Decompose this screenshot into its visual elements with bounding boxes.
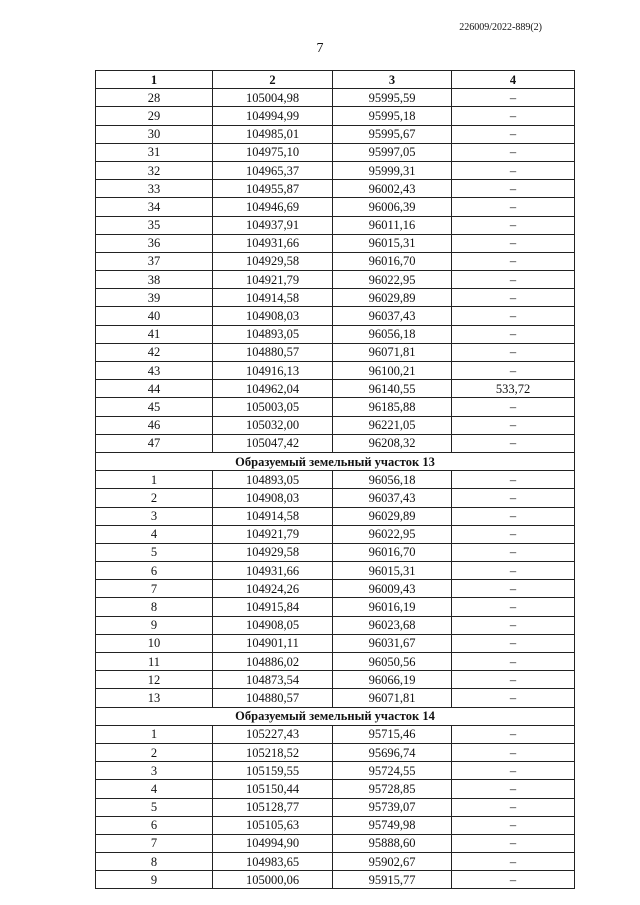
distance-value: – bbox=[452, 107, 575, 125]
table-row bbox=[96, 634, 575, 652]
point-number: 41 bbox=[96, 325, 213, 343]
table-row bbox=[96, 507, 575, 525]
x-coordinate: 104985,01 bbox=[213, 125, 333, 143]
x-coordinate: 104965,37 bbox=[213, 161, 333, 179]
point-number: 3 bbox=[96, 762, 213, 780]
x-coordinate: 104901,11 bbox=[213, 634, 333, 652]
point-number: 47 bbox=[96, 434, 213, 452]
y-coordinate: 96100,21 bbox=[333, 362, 452, 380]
table-row bbox=[96, 671, 575, 689]
y-coordinate: 96029,89 bbox=[333, 507, 452, 525]
point-number: 1 bbox=[96, 725, 213, 743]
y-coordinate: 96015,31 bbox=[333, 562, 452, 580]
distance-value: – bbox=[452, 471, 575, 489]
x-coordinate: 105032,00 bbox=[213, 416, 333, 434]
table-row bbox=[96, 562, 575, 580]
y-coordinate: 95999,31 bbox=[333, 161, 452, 179]
table-row bbox=[96, 543, 575, 561]
table-row bbox=[96, 725, 575, 743]
x-coordinate: 104975,10 bbox=[213, 143, 333, 161]
point-number: 6 bbox=[96, 562, 213, 580]
x-coordinate: 105218,52 bbox=[213, 743, 333, 761]
y-coordinate: 96185,88 bbox=[333, 398, 452, 416]
x-coordinate: 104929,58 bbox=[213, 252, 333, 270]
x-coordinate: 105227,43 bbox=[213, 725, 333, 743]
point-number: 10 bbox=[96, 634, 213, 652]
y-coordinate: 96002,43 bbox=[333, 180, 452, 198]
y-coordinate: 96016,70 bbox=[333, 543, 452, 561]
point-number: 2 bbox=[96, 743, 213, 761]
y-coordinate: 95728,85 bbox=[333, 780, 452, 798]
distance-value: 533,72 bbox=[452, 380, 575, 398]
x-coordinate: 105047,42 bbox=[213, 434, 333, 452]
distance-value: – bbox=[452, 743, 575, 761]
y-coordinate: 96006,39 bbox=[333, 198, 452, 216]
distance-value: – bbox=[452, 161, 575, 179]
y-coordinate: 96031,67 bbox=[333, 634, 452, 652]
distance-value: – bbox=[452, 325, 575, 343]
distance-value: – bbox=[452, 798, 575, 816]
y-coordinate: 96015,31 bbox=[333, 234, 452, 252]
table-row bbox=[96, 216, 575, 234]
point-number: 1 bbox=[96, 471, 213, 489]
table-row bbox=[96, 89, 575, 107]
section-title: Образуемый земельный участок 14 bbox=[96, 707, 575, 725]
distance-value: – bbox=[452, 816, 575, 834]
table-row bbox=[96, 834, 575, 852]
x-coordinate: 104880,57 bbox=[213, 343, 333, 361]
table-row bbox=[96, 161, 575, 179]
distance-value: – bbox=[452, 343, 575, 361]
y-coordinate: 96221,05 bbox=[333, 416, 452, 434]
distance-value: – bbox=[452, 580, 575, 598]
distance-value: – bbox=[452, 525, 575, 543]
table-row bbox=[96, 598, 575, 616]
table-row bbox=[96, 580, 575, 598]
y-coordinate: 96140,55 bbox=[333, 380, 452, 398]
table-row bbox=[96, 271, 575, 289]
table-row bbox=[96, 125, 575, 143]
table-row bbox=[96, 689, 575, 707]
distance-value: – bbox=[452, 398, 575, 416]
x-coordinate: 105159,55 bbox=[213, 762, 333, 780]
table-row bbox=[96, 234, 575, 252]
distance-value: – bbox=[452, 198, 575, 216]
y-coordinate: 95888,60 bbox=[333, 834, 452, 852]
x-coordinate: 104921,79 bbox=[213, 525, 333, 543]
distance-value: – bbox=[452, 234, 575, 252]
distance-value: – bbox=[452, 834, 575, 852]
column-header: 4 bbox=[452, 71, 575, 89]
y-coordinate: 95995,18 bbox=[333, 107, 452, 125]
table-row bbox=[96, 762, 575, 780]
x-coordinate: 104994,99 bbox=[213, 107, 333, 125]
y-coordinate: 95724,55 bbox=[333, 762, 452, 780]
distance-value: – bbox=[452, 780, 575, 798]
point-number: 4 bbox=[96, 780, 213, 798]
x-coordinate: 104962,04 bbox=[213, 380, 333, 398]
column-header: 3 bbox=[333, 71, 452, 89]
page-number: 7 bbox=[316, 41, 324, 56]
y-coordinate: 96050,56 bbox=[333, 653, 452, 671]
y-coordinate: 96016,70 bbox=[333, 252, 452, 270]
y-coordinate: 96056,18 bbox=[333, 471, 452, 489]
point-number: 5 bbox=[96, 798, 213, 816]
point-number: 38 bbox=[96, 271, 213, 289]
distance-value: – bbox=[452, 725, 575, 743]
distance-value: – bbox=[452, 853, 575, 871]
x-coordinate: 104931,66 bbox=[213, 562, 333, 580]
point-number: 12 bbox=[96, 671, 213, 689]
x-coordinate: 105004,98 bbox=[213, 89, 333, 107]
x-coordinate: 104924,26 bbox=[213, 580, 333, 598]
distance-value: – bbox=[452, 434, 575, 452]
table-row bbox=[96, 525, 575, 543]
table-row bbox=[96, 362, 575, 380]
x-coordinate: 105105,63 bbox=[213, 816, 333, 834]
distance-value: – bbox=[452, 871, 575, 889]
x-coordinate: 104916,13 bbox=[213, 362, 333, 380]
table-row bbox=[96, 180, 575, 198]
x-coordinate: 104908,03 bbox=[213, 489, 333, 507]
table-row bbox=[96, 325, 575, 343]
y-coordinate: 95715,46 bbox=[333, 725, 452, 743]
table-row bbox=[96, 434, 575, 452]
point-number: 32 bbox=[96, 161, 213, 179]
x-coordinate: 104921,79 bbox=[213, 271, 333, 289]
distance-value: – bbox=[452, 634, 575, 652]
table-row bbox=[96, 871, 575, 889]
table-row bbox=[96, 416, 575, 434]
y-coordinate: 96056,18 bbox=[333, 325, 452, 343]
distance-value: – bbox=[452, 307, 575, 325]
point-number: 43 bbox=[96, 362, 213, 380]
point-number: 4 bbox=[96, 525, 213, 543]
point-number: 42 bbox=[96, 343, 213, 361]
point-number: 28 bbox=[96, 89, 213, 107]
point-number: 33 bbox=[96, 180, 213, 198]
y-coordinate: 95902,67 bbox=[333, 853, 452, 871]
x-coordinate: 105000,06 bbox=[213, 871, 333, 889]
section-row bbox=[96, 707, 575, 725]
x-coordinate: 104880,57 bbox=[213, 689, 333, 707]
x-coordinate: 104914,58 bbox=[213, 507, 333, 525]
point-number: 34 bbox=[96, 198, 213, 216]
point-number: 8 bbox=[96, 598, 213, 616]
table-row bbox=[96, 398, 575, 416]
y-coordinate: 96066,19 bbox=[333, 671, 452, 689]
distance-value: – bbox=[452, 416, 575, 434]
point-number: 45 bbox=[96, 398, 213, 416]
table-row bbox=[96, 307, 575, 325]
point-number: 2 bbox=[96, 489, 213, 507]
table-row bbox=[96, 798, 575, 816]
column-header: 2 bbox=[213, 71, 333, 89]
x-coordinate: 105150,44 bbox=[213, 780, 333, 798]
point-number: 5 bbox=[96, 543, 213, 561]
x-coordinate: 104929,58 bbox=[213, 543, 333, 561]
table-row bbox=[96, 489, 575, 507]
table-row bbox=[96, 143, 575, 161]
table-row bbox=[96, 616, 575, 634]
y-coordinate: 96011,16 bbox=[333, 216, 452, 234]
table-header-row bbox=[96, 71, 575, 89]
table-row bbox=[96, 780, 575, 798]
y-coordinate: 95995,59 bbox=[333, 89, 452, 107]
distance-value: – bbox=[452, 671, 575, 689]
distance-value: – bbox=[452, 271, 575, 289]
x-coordinate: 104937,91 bbox=[213, 216, 333, 234]
point-number: 9 bbox=[96, 871, 213, 889]
y-coordinate: 95997,05 bbox=[333, 143, 452, 161]
section-title: Образуемый земельный участок 13 bbox=[96, 452, 575, 470]
x-coordinate: 104873,54 bbox=[213, 671, 333, 689]
distance-value: – bbox=[452, 507, 575, 525]
x-coordinate: 104908,03 bbox=[213, 307, 333, 325]
distance-value: – bbox=[452, 289, 575, 307]
distance-value: – bbox=[452, 689, 575, 707]
table-row bbox=[96, 380, 575, 398]
y-coordinate: 95995,67 bbox=[333, 125, 452, 143]
table-row bbox=[96, 853, 575, 871]
point-number: 36 bbox=[96, 234, 213, 252]
distance-value: – bbox=[452, 489, 575, 507]
point-number: 13 bbox=[96, 689, 213, 707]
point-number: 37 bbox=[96, 252, 213, 270]
x-coordinate: 104893,05 bbox=[213, 471, 333, 489]
x-coordinate: 104946,69 bbox=[213, 198, 333, 216]
point-number: 11 bbox=[96, 653, 213, 671]
y-coordinate: 96022,95 bbox=[333, 525, 452, 543]
y-coordinate: 96029,89 bbox=[333, 289, 452, 307]
y-coordinate: 96022,95 bbox=[333, 271, 452, 289]
table-row bbox=[96, 107, 575, 125]
x-coordinate: 104886,02 bbox=[213, 653, 333, 671]
point-number: 7 bbox=[96, 580, 213, 598]
distance-value: – bbox=[452, 598, 575, 616]
table-row bbox=[96, 653, 575, 671]
y-coordinate: 96208,32 bbox=[333, 434, 452, 452]
y-coordinate: 96009,43 bbox=[333, 580, 452, 598]
y-coordinate: 96071,81 bbox=[333, 689, 452, 707]
table-row bbox=[96, 471, 575, 489]
section-row bbox=[96, 452, 575, 470]
distance-value: – bbox=[452, 362, 575, 380]
x-coordinate: 104908,05 bbox=[213, 616, 333, 634]
table-row bbox=[96, 289, 575, 307]
x-coordinate: 105003,05 bbox=[213, 398, 333, 416]
point-number: 31 bbox=[96, 143, 213, 161]
y-coordinate: 96023,68 bbox=[333, 616, 452, 634]
y-coordinate: 95696,74 bbox=[333, 743, 452, 761]
point-number: 6 bbox=[96, 816, 213, 834]
point-number: 9 bbox=[96, 616, 213, 634]
distance-value: – bbox=[452, 89, 575, 107]
distance-value: – bbox=[452, 562, 575, 580]
point-number: 46 bbox=[96, 416, 213, 434]
point-number: 40 bbox=[96, 307, 213, 325]
x-coordinate: 104931,66 bbox=[213, 234, 333, 252]
x-coordinate: 104994,90 bbox=[213, 834, 333, 852]
table-row bbox=[96, 743, 575, 761]
x-coordinate: 105128,77 bbox=[213, 798, 333, 816]
table-row bbox=[96, 252, 575, 270]
y-coordinate: 96037,43 bbox=[333, 307, 452, 325]
distance-value: – bbox=[452, 543, 575, 561]
document-number: 226009/2022-889(2) bbox=[459, 22, 542, 33]
table-body bbox=[96, 89, 575, 889]
y-coordinate: 95749,98 bbox=[333, 816, 452, 834]
coordinates-table bbox=[95, 70, 575, 889]
table-row bbox=[96, 816, 575, 834]
table-row bbox=[96, 198, 575, 216]
y-coordinate: 95739,07 bbox=[333, 798, 452, 816]
point-number: 29 bbox=[96, 107, 213, 125]
distance-value: – bbox=[452, 143, 575, 161]
x-coordinate: 104914,58 bbox=[213, 289, 333, 307]
distance-value: – bbox=[452, 216, 575, 234]
x-coordinate: 104893,05 bbox=[213, 325, 333, 343]
point-number: 7 bbox=[96, 834, 213, 852]
x-coordinate: 104955,87 bbox=[213, 180, 333, 198]
distance-value: – bbox=[452, 180, 575, 198]
x-coordinate: 104915,84 bbox=[213, 598, 333, 616]
y-coordinate: 96016,19 bbox=[333, 598, 452, 616]
distance-value: – bbox=[452, 252, 575, 270]
distance-value: – bbox=[452, 125, 575, 143]
y-coordinate: 95915,77 bbox=[333, 871, 452, 889]
distance-value: – bbox=[452, 653, 575, 671]
point-number: 30 bbox=[96, 125, 213, 143]
point-number: 35 bbox=[96, 216, 213, 234]
y-coordinate: 96071,81 bbox=[333, 343, 452, 361]
point-number: 39 bbox=[96, 289, 213, 307]
distance-value: – bbox=[452, 762, 575, 780]
point-number: 44 bbox=[96, 380, 213, 398]
column-header: 1 bbox=[96, 71, 213, 89]
distance-value: – bbox=[452, 616, 575, 634]
x-coordinate: 104983,65 bbox=[213, 853, 333, 871]
point-number: 3 bbox=[96, 507, 213, 525]
table-row bbox=[96, 343, 575, 361]
point-number: 8 bbox=[96, 853, 213, 871]
y-coordinate: 96037,43 bbox=[333, 489, 452, 507]
